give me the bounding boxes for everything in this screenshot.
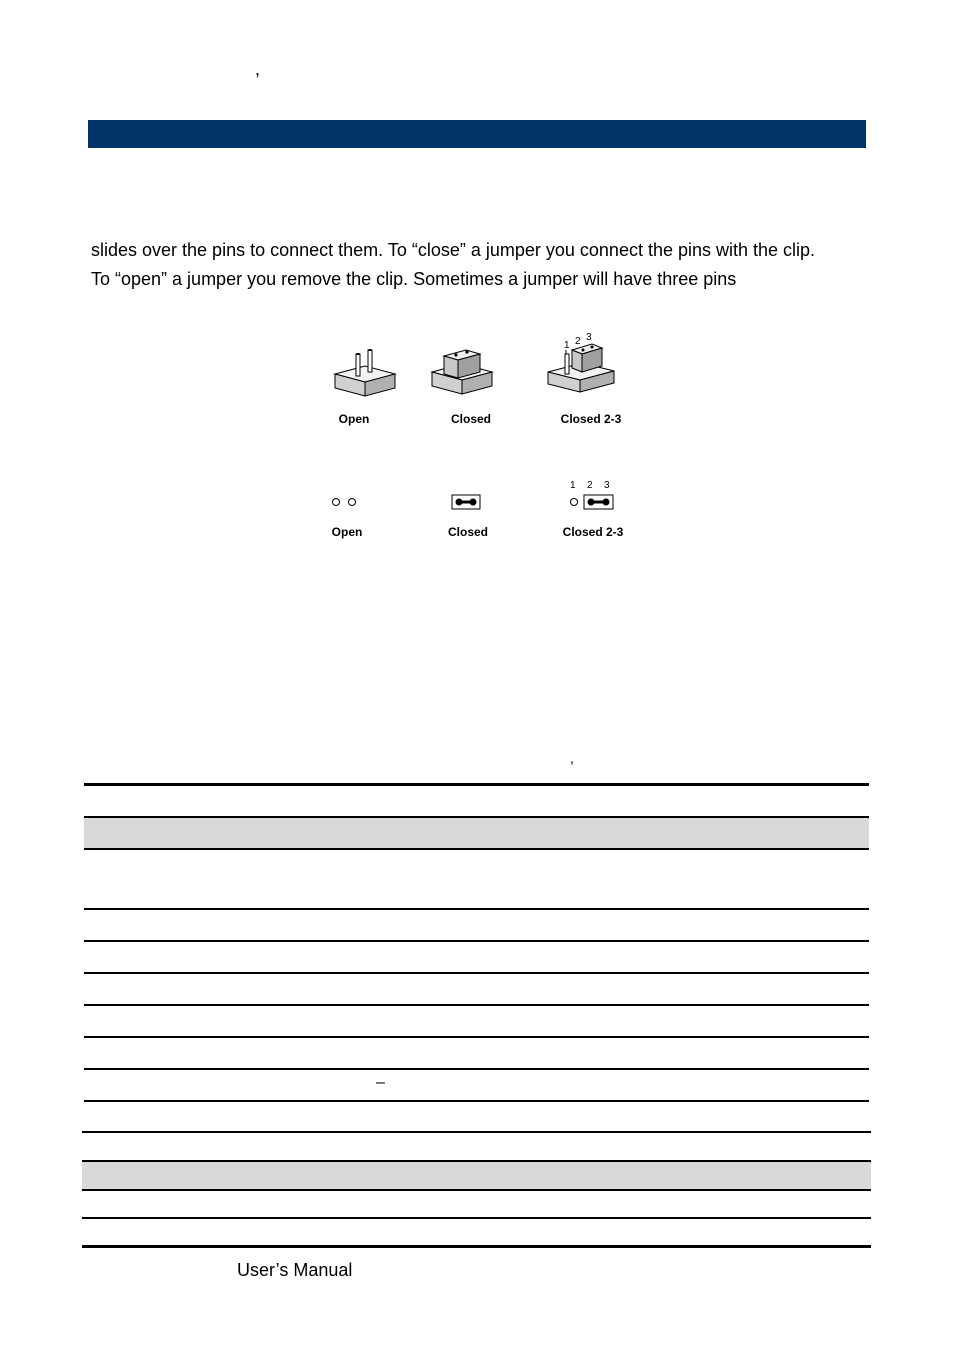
table-rule — [84, 1036, 869, 1038]
table-rule — [84, 848, 869, 850]
jumper-3d-figure — [320, 330, 640, 410]
pin-label-3-3d: 3 — [586, 332, 592, 343]
table-rule — [84, 1004, 869, 1006]
table-rule — [82, 1217, 871, 1219]
footer-manual-title: User’s Manual — [237, 1260, 353, 1280]
pin-label-1-schematic: 1 — [570, 480, 576, 491]
intro-paragraph — [91, 236, 881, 294]
open-label-3d: Open — [338, 412, 370, 426]
open-jumper-schematic-icon — [333, 499, 356, 506]
intro-line-2: To “open” a jumper you remove the clip. Sometimes a jumper will have three pins — [91, 269, 737, 289]
pin-label-2-3d: 2 — [575, 336, 581, 347]
header-comma: , — [255, 59, 261, 79]
closed-2-3-jumper-3d-icon — [548, 344, 614, 392]
pin-label-2-schematic: 2 — [587, 480, 593, 491]
table-bottom-rule — [82, 1245, 871, 1248]
table-rule — [84, 1068, 869, 1070]
table-header-shade-2 — [82, 1162, 871, 1189]
closed-2-3-label-3d: Closed 2-3 — [560, 412, 622, 426]
table-rule — [82, 1160, 871, 1162]
closed-jumper-schematic-icon — [452, 495, 480, 509]
closed-label-schematic: Closed — [447, 525, 488, 539]
table-header-shade — [84, 818, 869, 848]
section-header-bar — [88, 120, 866, 148]
closed-2-3-jumper-schematic-icon — [571, 495, 614, 509]
closed-jumper-3d-icon — [432, 350, 492, 394]
table-rule — [84, 816, 869, 818]
pin-label-3-schematic: 3 — [604, 480, 610, 491]
table-top-rule — [84, 783, 869, 786]
table-rule — [84, 1100, 869, 1102]
table-rule — [84, 908, 869, 910]
closed-label-3d: Closed — [450, 412, 491, 426]
intro-line-1: slides over the pins to connect them. To “close” a jumper you connect the pins with the clip. — [91, 240, 816, 260]
open-label-schematic: Open — [331, 525, 363, 539]
table-rule — [84, 940, 869, 942]
table-rule — [82, 1189, 871, 1191]
table-dash: – — [376, 1074, 385, 1091]
table-rule — [82, 1131, 871, 1133]
table-rule — [84, 972, 869, 974]
table-comma: , — [570, 750, 574, 766]
pin-label-1-3d: 1 — [564, 340, 570, 351]
closed-2-3-label-schematic: Closed 2-3 — [562, 525, 624, 539]
open-jumper-3d-icon — [335, 349, 395, 396]
jumper-schematic-figure — [320, 490, 640, 514]
